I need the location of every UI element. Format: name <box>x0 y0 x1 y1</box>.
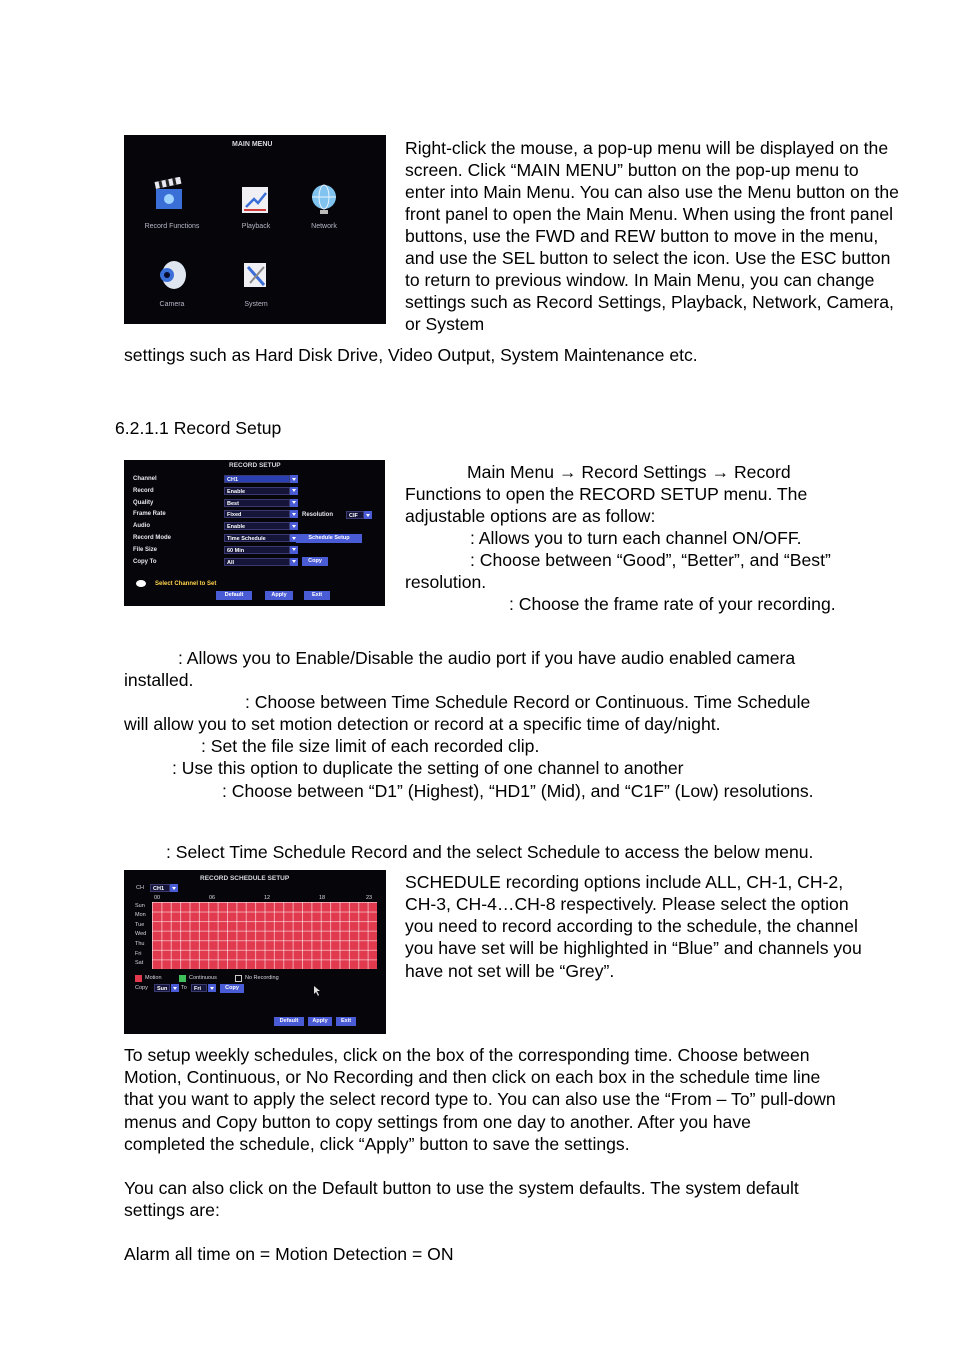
record-setup-row-select[interactable]: 60 Min <box>224 546 290 554</box>
copy-option-text: : Use this option to duplicate the setting of one channel to another <box>172 758 684 778</box>
record-setup-line-3: adjustable options are as follow: <box>405 506 656 526</box>
motion-legend-box[interactable] <box>135 975 142 982</box>
record-mode-option-text: : Choose between Time Schedule Record or Continuous. Time Schedule <box>245 692 811 712</box>
copy-to-dropdown-icon[interactable] <box>208 984 216 992</box>
record-setup-row-select[interactable]: Fixed <box>224 510 290 518</box>
hour-label-18: 18 <box>319 895 326 901</box>
default-text-line-1: You can also click on the Default button to use the system defaults. The system default <box>124 1178 799 1198</box>
record-setup-row-dropdown-icon[interactable] <box>290 558 298 566</box>
intro-paragraph: Right-click the mouse, a pop-up menu will be displayed on the screen. Click “MAIN MENU” button on the pop-up menu to enter into Main Menu. You can also use the Menu button on the front panel to open the Main Menu. When using the front panel buttons, use the FWD and REW button to move in the menu, and use the SEL button to select the icon. Use the ESC button to return to previous window. In Main Menu, you can change settings such as Record Settings, Playback, Network, Camera, or System <box>405 138 899 334</box>
hour-label-12: 12 <box>264 895 271 901</box>
record-setup-row-select[interactable]: All <box>224 558 290 566</box>
continuous-legend-box[interactable] <box>179 975 186 982</box>
record-setup-row-dropdown-icon[interactable] <box>290 499 298 507</box>
record-setup-row-dropdown-icon[interactable] <box>290 475 298 483</box>
record-functions-label: Record Functions <box>144 223 200 230</box>
schedule-exit-button[interactable]: Exit <box>336 1017 356 1026</box>
record-mode-option-text-cont: will allow you to set motion detection or record at a specific time of day/night. <box>124 714 721 734</box>
day-label-sun: Sun <box>135 903 145 909</box>
record-setup-row-label: Frame Rate <box>133 511 166 518</box>
schedule-option-text: : Select Time Schedule Record and the select Schedule to access the below menu. <box>166 842 814 862</box>
system-label: System <box>244 301 268 308</box>
channel-label: CH <box>136 885 144 891</box>
no-recording-legend-label: No Recording <box>245 975 279 981</box>
record-setup-row-label: Copy To <box>133 558 157 565</box>
file-size-option-text: : Set the file size limit of each recorded clip. <box>201 736 540 756</box>
copy-to-select[interactable]: Fri <box>191 984 207 992</box>
record-setup-row-dropdown-icon[interactable] <box>290 510 298 518</box>
camera-icon <box>154 257 190 293</box>
record-setup-row-select[interactable]: CH1 <box>224 475 290 483</box>
network-icon <box>306 181 342 217</box>
schedule-grid[interactable] <box>152 902 377 969</box>
weekly-text-line-4: menus and Copy button to copy settings from one day to another. After you have <box>124 1112 751 1132</box>
playback-icon <box>238 183 274 219</box>
quality-option-text-cont: resolution. <box>405 572 487 592</box>
resolution-select[interactable]: CIF <box>346 511 364 519</box>
default-text-line-2: settings are: <box>124 1200 220 1220</box>
default-button[interactable]: Default <box>216 591 252 600</box>
audio-option-text: : Allows you to Enable/Disable the audio port if you have audio enabled camera <box>178 648 796 668</box>
day-label-mon: Mon <box>135 912 146 918</box>
weekly-text-line-5: completed the schedule, click “Apply” button to save the settings. <box>124 1134 630 1154</box>
schedule-text-line-2: CH-3, CH-4…CH-8 respectively. Please select the option <box>405 894 849 914</box>
motion-legend-label: Motion <box>145 975 162 981</box>
hour-label-23: 23 <box>366 895 373 901</box>
record-setup-row-select[interactable]: Enable <box>224 487 290 495</box>
main-menu-screenshot <box>124 135 386 324</box>
day-label-thu: Thu <box>135 941 145 947</box>
channel-dropdown-icon[interactable] <box>170 884 178 892</box>
select-channel-hint: Select Channel to Set <box>155 581 217 587</box>
resolution-option-text: : Choose between “D1” (Highest), “HD1” (Mid), and “C1F” (Low) resolutions. <box>222 781 814 801</box>
schedule-default-button[interactable]: Default <box>274 1017 304 1026</box>
day-label-tue: Tue <box>135 922 145 928</box>
apply-button[interactable]: Apply <box>265 591 293 600</box>
record-setup-row-dropdown-icon[interactable] <box>290 546 298 554</box>
resolution-dropdown-icon[interactable] <box>364 511 372 519</box>
record-setup-row-label: File Size <box>133 546 158 553</box>
schedule-text-line-1: SCHEDULE recording options include ALL, CH-1, CH-2, <box>405 872 844 892</box>
copy-from-dropdown-icon[interactable] <box>171 984 179 992</box>
schedule-title: RECORD SCHEDULE SETUP <box>200 875 290 882</box>
day-label-wed: Wed <box>135 931 147 937</box>
record-setup-row-label: Audio <box>133 523 150 530</box>
schedule-text-line-4: you have set will be highlighted in “Blue” and channels you <box>405 938 862 958</box>
intro-paragraph-continued: settings such as Hard Disk Drive, Video Output, System Maintenance etc. <box>124 345 698 365</box>
record-functions-icon <box>152 177 188 213</box>
weekly-text-line-3: that you want to apply the select record type to. You can also use the “From – To” pull-down <box>124 1089 836 1109</box>
frame-rate-option-text: : Choose the frame rate of your recording. <box>509 594 836 614</box>
record-setup-row-select[interactable]: Best <box>224 499 290 507</box>
mouse-cursor-icon <box>314 986 322 996</box>
record-setup-row-select[interactable]: Enable <box>224 522 290 530</box>
hour-label-06: 06 <box>209 895 216 901</box>
hour-label-00: 00 <box>154 895 161 901</box>
exit-button[interactable]: Exit <box>304 591 330 600</box>
alarm-default-text: Alarm all time on = Motion Detection = ON <box>124 1244 454 1264</box>
schedule-apply-button[interactable]: Apply <box>308 1017 332 1026</box>
schedule-setup-screenshot <box>124 870 386 1034</box>
quality-option-text: : Choose between “Good”, “Better”, and “Best” <box>470 550 831 570</box>
audio-option-text-cont: installed. <box>124 670 194 690</box>
camera-label: Camera <box>159 301 185 308</box>
weekly-text-line-1: To setup weekly schedules, click on the box of the corresponding time. Choose between <box>124 1045 810 1065</box>
resolution-label: Resolution <box>302 512 333 518</box>
copy-from-select[interactable]: Sun <box>154 984 170 992</box>
day-label-fri: Fri <box>135 951 142 957</box>
record-setup-row-dropdown-icon[interactable] <box>290 487 298 495</box>
main-menu-title: MAIN MENU <box>232 141 273 148</box>
record-setup-line-2: Functions to open the RECORD SETUP menu. The <box>405 484 808 504</box>
record-setup-row-dropdown-icon[interactable] <box>290 522 298 530</box>
channel-option-text: : Allows you to turn each channel ON/OFF. <box>470 528 802 548</box>
record-setup-row-label: Channel <box>133 476 157 482</box>
no-recording-legend-box[interactable] <box>235 975 242 982</box>
record-setup-row-label: Record <box>133 487 154 494</box>
schedule-text-line-3: you need to record according to the schedule, the channel <box>405 916 858 936</box>
channel-select[interactable]: CH1 <box>150 884 170 892</box>
weekly-text-line-2: Motion, Continuous, or No Recording and then click on each box in the schedule time line <box>124 1067 821 1087</box>
system-icon <box>238 257 274 293</box>
record-setup-screenshot <box>124 460 385 606</box>
copy-label: Copy <box>135 985 148 991</box>
day-label-sat: Sat <box>135 960 144 966</box>
record-setup-line-1: Main Menu → Record Settings → Record <box>467 462 791 482</box>
network-label: Network <box>311 223 337 230</box>
schedule-text-line-5: have not set will be “Grey”. <box>405 961 615 981</box>
record-setup-row-select[interactable]: Time Schedule <box>224 534 290 542</box>
continuous-legend-label: Continuous <box>189 975 217 981</box>
schedule-setup-button[interactable]: Schedule Setup <box>296 534 362 543</box>
record-setup-row-label: Record Mode <box>133 535 172 541</box>
mouse-icon <box>136 580 146 587</box>
playback-label: Playback <box>241 223 271 230</box>
schedule-copy-button[interactable]: Copy <box>220 984 244 993</box>
copy-to-label: To <box>181 985 187 991</box>
copy-button[interactable]: Copy <box>302 557 328 566</box>
record-setup-title: RECORD SETUP <box>229 462 281 469</box>
section-heading: 6.2.1.1 Record Setup <box>115 418 282 438</box>
record-setup-row-label: Quality <box>133 499 154 506</box>
